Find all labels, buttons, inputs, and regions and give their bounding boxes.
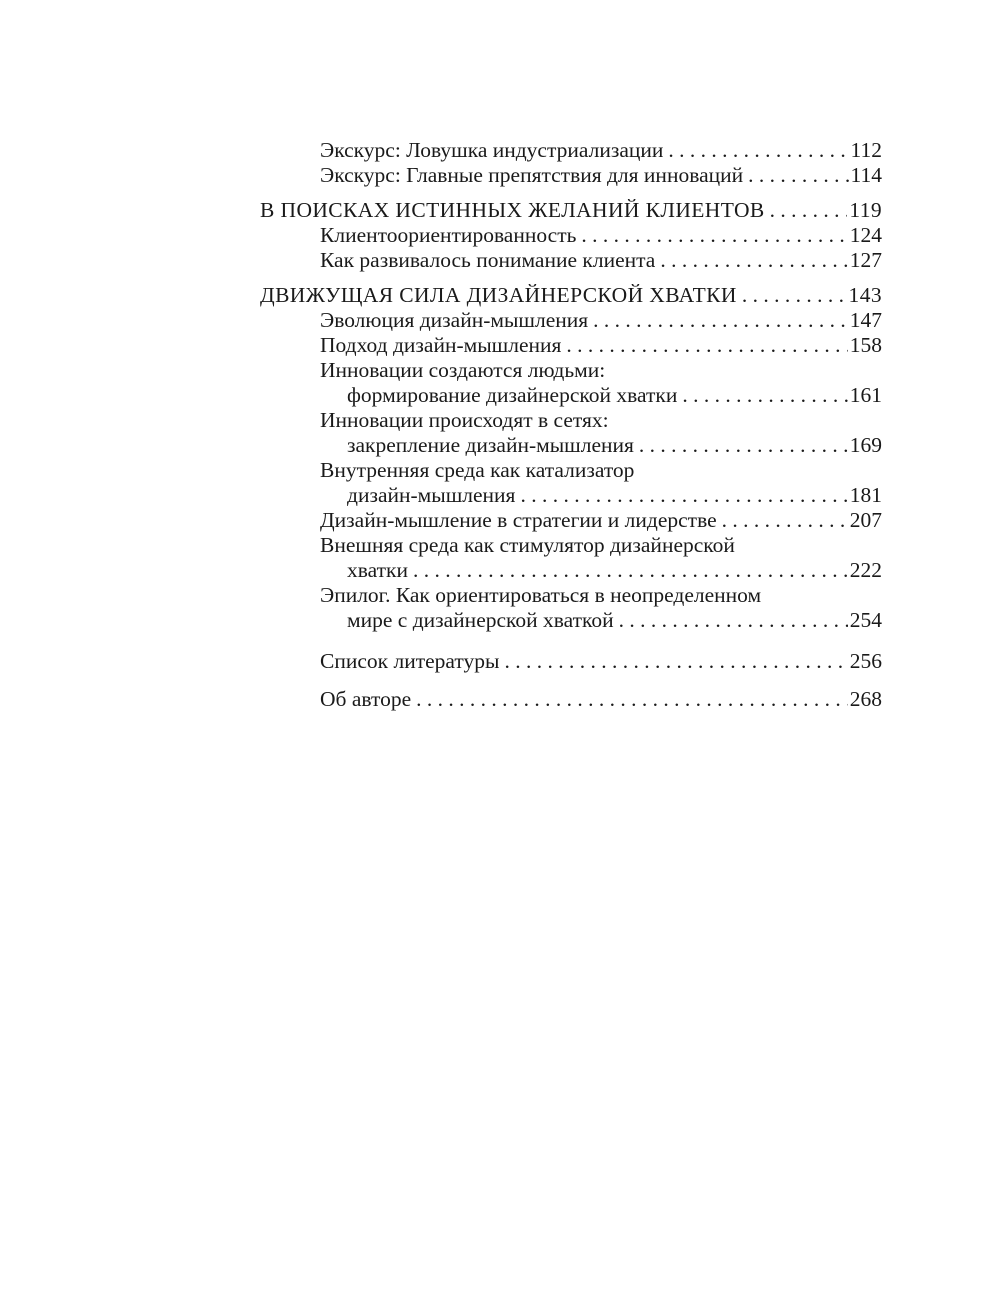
- toc-page-number: 119: [849, 198, 882, 222]
- toc-entry-title: Дизайн-мышление в стратегии и лидерстве: [320, 508, 717, 532]
- toc-page-number: 161: [849, 383, 882, 407]
- toc-entry-title: Подход дизайн-мышления: [320, 333, 562, 357]
- toc-entry-evolution[interactable]: [0, 308, 882, 333]
- dot-leader: [770, 198, 848, 223]
- toc-page-number: 222: [849, 558, 882, 582]
- toc-page-number: 127: [849, 248, 882, 272]
- toc-entry-title: Эволюция дизайн-мышления: [320, 308, 589, 332]
- toc-page-number: 143: [848, 283, 882, 307]
- dot-leader: [748, 163, 848, 188]
- dot-leader: [639, 433, 848, 458]
- toc-entry-title: формирование дизайнерской хватки: [347, 383, 678, 407]
- toc-entry-external-environment-line1[interactable]: Внешняя среда как стимулятор дизайнерской: [320, 533, 735, 557]
- toc-entry-innovations-networks[interactable]: [0, 433, 882, 458]
- toc-entry-epilogue-line1[interactable]: Эпилог. Как ориентироваться в неопределенном: [320, 583, 762, 607]
- toc-page-number: 124: [849, 223, 882, 247]
- toc-page-number: 114: [850, 163, 882, 187]
- dot-leader: [593, 308, 848, 333]
- toc-entry-innovations-people[interactable]: [0, 383, 882, 408]
- toc-page-number: 254: [849, 608, 882, 632]
- toc-page-number: 147: [849, 308, 882, 332]
- toc-page-number: 268: [849, 687, 882, 711]
- toc-entry-title: закрепление дизайн-мышления: [347, 433, 634, 457]
- dot-leader: [520, 483, 847, 508]
- toc-entry-internal-environment[interactable]: [0, 483, 882, 508]
- dot-leader: [504, 649, 847, 674]
- dot-leader: [742, 283, 847, 308]
- toc-entry-bibliography[interactable]: [0, 649, 882, 674]
- toc-page-number: 181: [849, 483, 882, 507]
- toc-entry-internal-environment-line1[interactable]: Внутренняя среда как катализатор: [320, 458, 635, 482]
- toc-entry-about-author[interactable]: [0, 687, 882, 712]
- toc-entry-innovations-networks-line1[interactable]: Инновации происходят в сетях:: [320, 408, 609, 432]
- dot-leader: [668, 138, 848, 163]
- toc-chapter-title: ДВИЖУЩАЯ СИЛА ДИЗАЙНЕРСКОЙ ХВАТКИ: [260, 283, 737, 307]
- table-of-contents: [0, 138, 986, 712]
- dot-leader: [682, 383, 847, 408]
- toc-entry-title: Список литературы: [320, 649, 500, 673]
- toc-entry-title: Как развивалось понимание клиента: [320, 248, 656, 272]
- dot-leader: [660, 248, 847, 273]
- toc-entry-title: Клиентоориентированность: [320, 223, 577, 247]
- toc-page-number: 256: [849, 649, 882, 673]
- toc-entry-approach[interactable]: [0, 333, 882, 358]
- toc-page-number: 158: [849, 333, 882, 357]
- toc-entry-customer-understanding[interactable]: [0, 248, 882, 273]
- dot-leader: [416, 687, 848, 712]
- toc-chapter-customers[interactable]: [0, 198, 882, 223]
- dot-leader: [722, 508, 848, 533]
- dot-leader: [413, 558, 848, 583]
- toc-entry-strategy-leadership[interactable]: [0, 508, 882, 533]
- toc-entry-title: Экскурс: Главные препятствия для инноваций: [320, 163, 744, 187]
- toc-entry-title: Об авторе: [320, 687, 412, 711]
- dot-leader: [619, 608, 848, 633]
- toc-page-number: 169: [849, 433, 882, 457]
- dot-leader: [566, 333, 847, 358]
- dot-leader: [581, 223, 847, 248]
- toc-entry-title: дизайн-мышления: [347, 483, 516, 507]
- toc-entry-title: Экскурс: Ловушка индустриализации: [320, 138, 664, 162]
- toc-entry-external-environment[interactable]: [0, 558, 882, 583]
- toc-page-number: 112: [850, 138, 882, 162]
- toc-chapter-driving-force[interactable]: [0, 283, 882, 308]
- toc-entry-excursus-industrialization[interactable]: [0, 138, 882, 163]
- toc-entry-innovations-people-line1[interactable]: Инновации создаются людьми:: [320, 358, 606, 382]
- toc-entry-epilogue[interactable]: [0, 608, 882, 633]
- toc-entry-title: хватки: [347, 558, 408, 582]
- toc-chapter-title: В ПОИСКАХ ИСТИННЫХ ЖЕЛАНИЙ КЛИЕНТОВ: [260, 198, 765, 222]
- toc-entry-title: мире с дизайнерской хваткой: [347, 608, 614, 632]
- toc-page-number: 207: [849, 508, 882, 532]
- toc-entry-customer-orientation[interactable]: [0, 223, 882, 248]
- toc-entry-excursus-obstacles[interactable]: [0, 163, 882, 188]
